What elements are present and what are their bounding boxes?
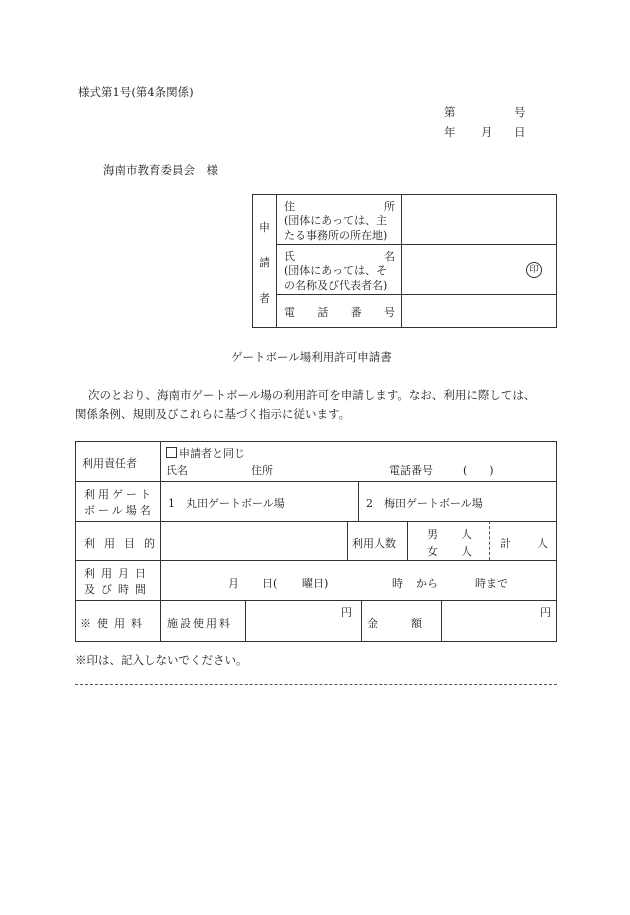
address-note-2: たる事務所の所在地) <box>284 229 388 242</box>
amount-label: 金 額 <box>367 617 422 630</box>
male-label: 男 <box>427 528 438 541</box>
row-venue-label-1: 利用ゲート <box>84 488 154 501</box>
facility-fee-yen: 円 <box>341 606 352 619</box>
address-label: 住 所 <box>284 200 395 213</box>
addressee: 海南市教育委員会 様 <box>103 163 218 177</box>
date-month-label: 月 <box>228 577 239 590</box>
checkbox-icon[interactable] <box>166 447 177 458</box>
row-responsible-label: 利用責任者 <box>82 457 137 470</box>
document-title: ゲートボール場利用許可申請書 <box>231 350 392 364</box>
row-fee-label: ※使用料 <box>80 617 148 630</box>
responsible-name-label: 氏名 <box>166 464 188 477</box>
time-from-label: から <box>416 577 438 590</box>
body-line-1: 次のとおり、海南市ゲートボール場の利用許可を申請します。なお、利用に際しては、 <box>88 388 536 402</box>
responsible-phone-label: 電話番号 <box>389 464 433 477</box>
time-until-label: 時まで <box>475 577 508 590</box>
responsible-address-label: 住所 <box>251 464 273 477</box>
responsible-phone-paren: ( ) <box>463 464 494 477</box>
row-purpose-label: 利用目的 <box>84 537 164 550</box>
form-number: 様式第1号(第4条関係) <box>78 85 194 99</box>
number-suffix: 号 <box>514 105 526 119</box>
name-note-1: (団体にあっては、そ <box>284 264 388 277</box>
row-date-label-2: 及び時間 <box>84 583 152 596</box>
total-label: 計 <box>500 537 511 550</box>
date-weekday-label: 曜日) <box>302 577 329 590</box>
number-prefix: 第 <box>444 105 456 119</box>
date-day-label: 日( <box>262 577 278 590</box>
female-label: 女 <box>427 545 438 558</box>
applicant-side-2: 請 <box>259 256 270 269</box>
seal-mark: 印 <box>526 262 542 278</box>
purpose-field[interactable] <box>161 522 347 560</box>
date-month: 月 <box>481 125 493 139</box>
footnote: ※印は、記入しないでください。 <box>75 653 248 667</box>
venue-option-maruta[interactable]: 1 丸田ゲートボール場 <box>168 497 285 510</box>
row-venue-label-2: ボール場名 <box>84 504 154 517</box>
venue-option-umeda[interactable]: 2 梅田ゲートボール場 <box>366 497 483 510</box>
phone-field[interactable] <box>402 295 556 327</box>
time-from-hour: 時 <box>392 577 403 590</box>
row-date-label-1: 利用月日 <box>84 567 152 580</box>
name-note-2: の名称及び代表者名) <box>284 279 388 292</box>
cut-line <box>75 684 557 685</box>
facility-fee-label: 施設使用料 <box>167 617 232 630</box>
date-year: 年 <box>444 125 456 139</box>
phone-label: 電 話 番 号 <box>284 306 395 319</box>
date-day: 日 <box>514 125 526 139</box>
same-as-applicant-option[interactable]: 申請者と同じ <box>166 445 245 461</box>
name-label: 氏 名 <box>284 250 395 263</box>
total-unit: 人 <box>537 537 548 550</box>
applicant-side-1: 申 <box>259 221 270 234</box>
people-count-label: 利用人数 <box>352 537 396 550</box>
address-note-1: (団体にあっては、主 <box>284 214 388 227</box>
address-field[interactable] <box>402 195 556 244</box>
applicant-side-3: 者 <box>259 292 270 305</box>
amount-yen: 円 <box>540 606 551 619</box>
male-unit: 人 <box>461 528 472 541</box>
female-unit: 人 <box>461 545 472 558</box>
body-line-2: 関係条例、規則及びこれらに基づく指示に従います。 <box>75 407 351 421</box>
